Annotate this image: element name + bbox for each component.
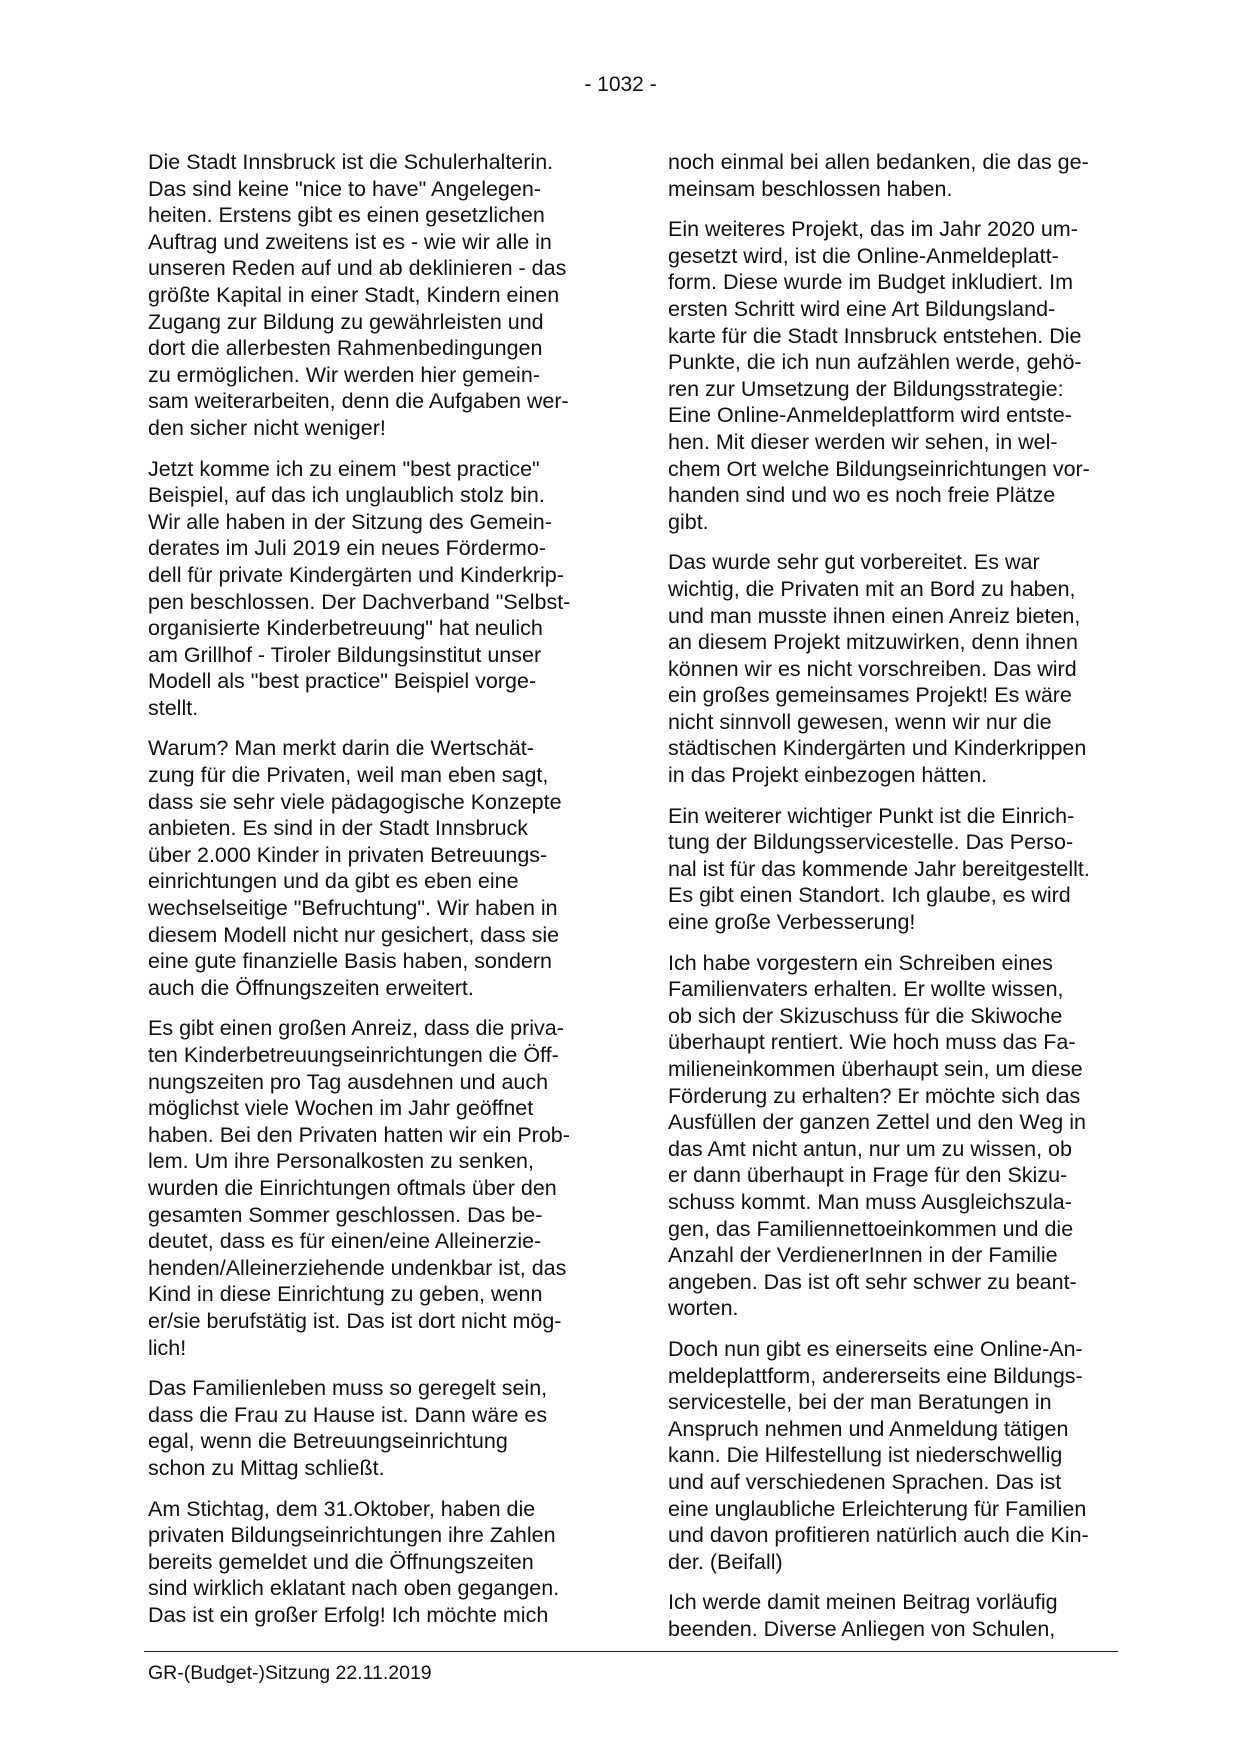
text-line: Eine Online-Anmeldeplattform wird entste- — [668, 403, 1072, 428]
text-line: Auftrag und zweitens ist es - wie wir alle in — [148, 229, 552, 254]
text-line: Das Familienleben muss so geregelt sein, — [148, 1376, 548, 1401]
page-number: - 1032 - — [584, 73, 657, 96]
text-line: anbieten. Es sind in der Stadt Innsbruck — [148, 816, 529, 841]
text-line: beenden. Diverse Anliegen von Schulen, — [668, 1616, 1056, 1641]
text-line: dass die Frau zu Hause ist. Dann wäre es — [148, 1402, 548, 1427]
text-line: städtischen Kindergärten und Kinderkrippen — [668, 736, 1087, 761]
text-line: stellt. — [148, 695, 199, 720]
text-line: einrichtungen und da gibt es eben eine — [148, 869, 519, 894]
text-line: haben. Bei den Privaten hatten wir ein Prob- — [148, 1122, 570, 1147]
text-line: privaten Bildungseinrichtungen ihre Zahlen — [148, 1523, 556, 1548]
paragraph — [148, 149, 618, 442]
text-line: chem Ort welche Bildungseinrichtungen vor- — [668, 456, 1090, 481]
paragraph — [668, 216, 1138, 535]
text-line: wichtig, die Privaten mit an Bord zu haben, — [668, 576, 1076, 601]
text-line: eine große Verbesserung! — [668, 910, 916, 935]
text-line: möglichst viele Wochen im Jahr geöffnet — [148, 1096, 534, 1121]
text-line: über 2.000 Kinder in privaten Betreuungs- — [148, 842, 548, 867]
text-line: zung für die Privaten, weil man eben sagt, — [148, 763, 549, 788]
text-line: Modell als "best practice" Beispiel vorge- — [148, 669, 537, 694]
text-line: Ausfüllen der ganzen Zettel und den Weg in — [668, 1110, 1086, 1135]
text-line: derates im Juli 2019 ein neues Fördermo- — [148, 536, 546, 561]
text-line: Familienvaters erhalten. Er wollte wissen, — [668, 977, 1064, 1002]
text-line: den sicher nicht weniger! — [148, 415, 386, 440]
text-line: deutet, dass es für einen/eine Alleinerzie- — [148, 1229, 542, 1254]
text-line: dass sie sehr viele pädagogische Konzepte — [148, 789, 562, 814]
text-line: Anzahl der VerdienerInnen in der Familie — [668, 1243, 1058, 1268]
paragraph — [668, 1336, 1138, 1575]
text-line: form. Diese wurde im Budget inkludiert. Im — [668, 270, 1074, 295]
footer-text: GR-(Budget-)Sitzung 22.11.2019 — [148, 1662, 432, 1684]
text-line: Zugang zur Bildung zu gewährleisten und — [148, 309, 544, 334]
text-line: Es gibt einen Standort. Ich glaube, es wird — [668, 883, 1071, 908]
text-line: Das ist ein großer Erfolg! Ich möchte mich — [148, 1602, 549, 1627]
paragraph — [148, 456, 618, 722]
text-line: Punkte, die ich nun aufzählen werde, gehö- — [668, 350, 1082, 375]
text-line: nicht sinnvoll gewesen, wenn wir nur die — [668, 709, 1052, 734]
text-line: Die Stadt Innsbruck ist die Schulerhalterin. — [148, 150, 554, 174]
paragraph — [148, 1015, 618, 1361]
text-line: Es gibt einen großen Anreiz, dass die priva- — [148, 1016, 564, 1041]
text-line: an diesem Projekt mitzuwirken, denn ihnen — [668, 630, 1078, 655]
text-line: schon zu Mittag schließt. — [148, 1455, 385, 1480]
right-column — [668, 149, 1138, 1656]
paragraph — [148, 1375, 618, 1481]
text-line: wechselseitige "Befruchtung". Wir haben in — [148, 896, 558, 921]
text-line: kann. Die Hilfestellung ist niederschwellig — [668, 1443, 1063, 1468]
text-line: am Grillhof - Tiroler Bildungsinstitut unser — [148, 642, 542, 667]
text-line: und auf verschiedenen Sprachen. Das ist — [668, 1469, 1062, 1494]
text-line: Das sind keine "nice to have" Angelegen- — [148, 176, 541, 201]
paragraph — [668, 803, 1138, 936]
text-line: Ein weiterer wichtiger Punkt ist die Einrich- — [668, 803, 1075, 828]
text-line: lem. Um ihre Personalkosten zu senken, — [148, 1149, 534, 1174]
text-line: servicestelle, bei der man Beratungen in — [668, 1390, 1052, 1415]
text-line: egal, wenn die Betreuungseinrichtung — [148, 1429, 508, 1454]
paragraph — [668, 1589, 1138, 1642]
text-line: der. (Beifall) — [668, 1549, 783, 1574]
text-line: Anspruch nehmen und Anmeldung tätigen — [668, 1416, 1069, 1441]
text-line: Wir alle haben in der Sitzung des Gemein- — [148, 509, 552, 534]
text-line: Jetzt komme ich zu einem "best practice" — [148, 456, 540, 481]
text-line: handen sind und wo es noch freie Plätze — [668, 483, 1056, 508]
paragraph — [148, 735, 618, 1001]
text-line: diesem Modell nicht nur gesichert, dass sie — [148, 922, 560, 947]
text-line: Am Stichtag, dem 31.Oktober, haben die — [148, 1496, 536, 1521]
text-line: größte Kapital in einer Stadt, Kindern einen — [148, 282, 560, 307]
text-line: hen. Mit dieser werden wir sehen, in wel- — [668, 429, 1058, 454]
text-line: können wir es nicht vorschreiben. Das wird — [668, 656, 1077, 681]
text-line: und davon profitieren natürlich auch die Kin- — [668, 1523, 1089, 1548]
text-line: angeben. Das ist oft sehr schwer zu beant- — [668, 1269, 1077, 1294]
text-line: unseren Reden auf und ab deklinieren - das — [148, 256, 567, 281]
text-line: wurden die Einrichtungen oftmals über den — [148, 1175, 557, 1200]
text-line: eine unglaubliche Erleichterung für Familien — [668, 1496, 1087, 1521]
paragraph — [148, 1496, 618, 1629]
text-line: Beispiel, auf das ich unglaublich stolz bin. — [148, 483, 545, 508]
text-line: ten Kinderbetreuungseinrichtungen die Öff- — [148, 1043, 559, 1067]
text-line: meldeplattform, andererseits eine Bildungs- — [668, 1363, 1083, 1388]
text-line: sind wirklich eklatant nach oben gegangen. — [148, 1576, 560, 1601]
text-line: nungszeiten pro Tag ausdehnen und auch — [148, 1069, 549, 1094]
left-column — [148, 149, 618, 1642]
paragraph — [668, 149, 1138, 202]
text-line: tung der Bildungsservicestelle. Das Perso- — [668, 830, 1074, 855]
text-line: dort die allerbesten Rahmenbedingungen — [148, 336, 543, 361]
text-line: henden/Alleinerziehende undenkbar ist, das — [148, 1255, 567, 1280]
text-line: ersten Schritt wird eine Art Bildungsland- — [668, 296, 1056, 321]
text-line: organisierte Kinderbetreuung" hat neulich — [148, 616, 543, 641]
text-line: worten. — [668, 1296, 739, 1321]
text-line: ob sich der Skizuschuss für die Skiwoche — [668, 1003, 1063, 1028]
text-line: eine gute finanzielle Basis haben, sondern — [148, 949, 553, 974]
text-line: ein großes gemeinsames Projekt! Es wäre — [668, 683, 1072, 708]
text-line: nal ist für das kommende Jahr bereitgestellt. — [668, 856, 1090, 881]
text-line: gen, das Familiennettoeinkommen und die — [668, 1216, 1074, 1241]
text-line: sam weiterarbeiten, denn die Aufgaben wer- — [148, 389, 569, 414]
text-line: gesamten Sommer geschlossen. Das be- — [148, 1202, 543, 1227]
text-line: Ich werde damit meinen Beitrag vorläufig — [668, 1590, 1058, 1615]
text-line: das Amt nicht antun, nur um zu wissen, ob — [668, 1136, 1072, 1161]
text-line: lich! — [148, 1335, 187, 1360]
footer-rule — [144, 1651, 1118, 1652]
text-line: und man musste ihnen einen Anreiz bieten, — [668, 603, 1081, 628]
text-line: auch die Öffnungszeiten erweitert. — [148, 975, 474, 1000]
text-line: ren zur Umsetzung der Bildungsstrategie: — [668, 376, 1064, 401]
text-line: überhaupt rentiert. Wie hoch muss das Fa- — [668, 1030, 1076, 1055]
paragraph — [668, 549, 1138, 788]
text-line: zu ermöglichen. Wir werden hier gemein- — [148, 362, 540, 387]
text-line: schuss kommt. Man muss Ausgleichszula- — [668, 1189, 1072, 1214]
text-line: Ich habe vorgestern ein Schreiben eines — [668, 950, 1053, 975]
text-line: bereits gemeldet und die Öffnungszeiten — [148, 1549, 534, 1574]
text-line: gesetzt wird, ist die Online-Anmeldeplatt- — [668, 243, 1059, 268]
text-line: Ein weiteres Projekt, das im Jahr 2020 um- — [668, 217, 1078, 242]
text-line: Förderung zu erhalten? Er möchte sich das — [668, 1083, 1081, 1108]
text-line: meinsam beschlossen haben. — [668, 176, 953, 201]
text-line: in das Projekt einbezogen hätten. — [668, 763, 988, 788]
text-line: dell für private Kindergärten und Kinderkrip- — [148, 562, 564, 587]
text-line: noch einmal bei allen bedanken, die das ge- — [668, 150, 1089, 174]
text-line: karte für die Stadt Innsbruck entstehen. Die — [668, 323, 1082, 348]
text-line: heiten. Erstens gibt es einen gesetzlichen — [148, 203, 545, 228]
text-line: gibt. — [668, 509, 709, 534]
text-line: Doch nun gibt es einerseits eine Online-An- — [668, 1336, 1083, 1361]
text-line: Warum? Man merkt darin die Wertschät- — [148, 736, 534, 761]
text-line: er/sie berufstätig ist. Das ist dort nicht mög- — [148, 1308, 562, 1333]
paragraph — [668, 950, 1138, 1322]
text-line: pen beschlossen. Der Dachverband "Selbst- — [148, 589, 571, 614]
text-line: er dann überhaupt in Frage für den Skizu- — [668, 1163, 1068, 1188]
text-line: Kind in diese Einrichtung zu geben, wenn — [148, 1282, 543, 1307]
text-line: milieneinkommen überhaupt sein, um diese — [668, 1057, 1083, 1081]
text-line: Das wurde sehr gut vorbereitet. Es war — [668, 550, 1040, 575]
